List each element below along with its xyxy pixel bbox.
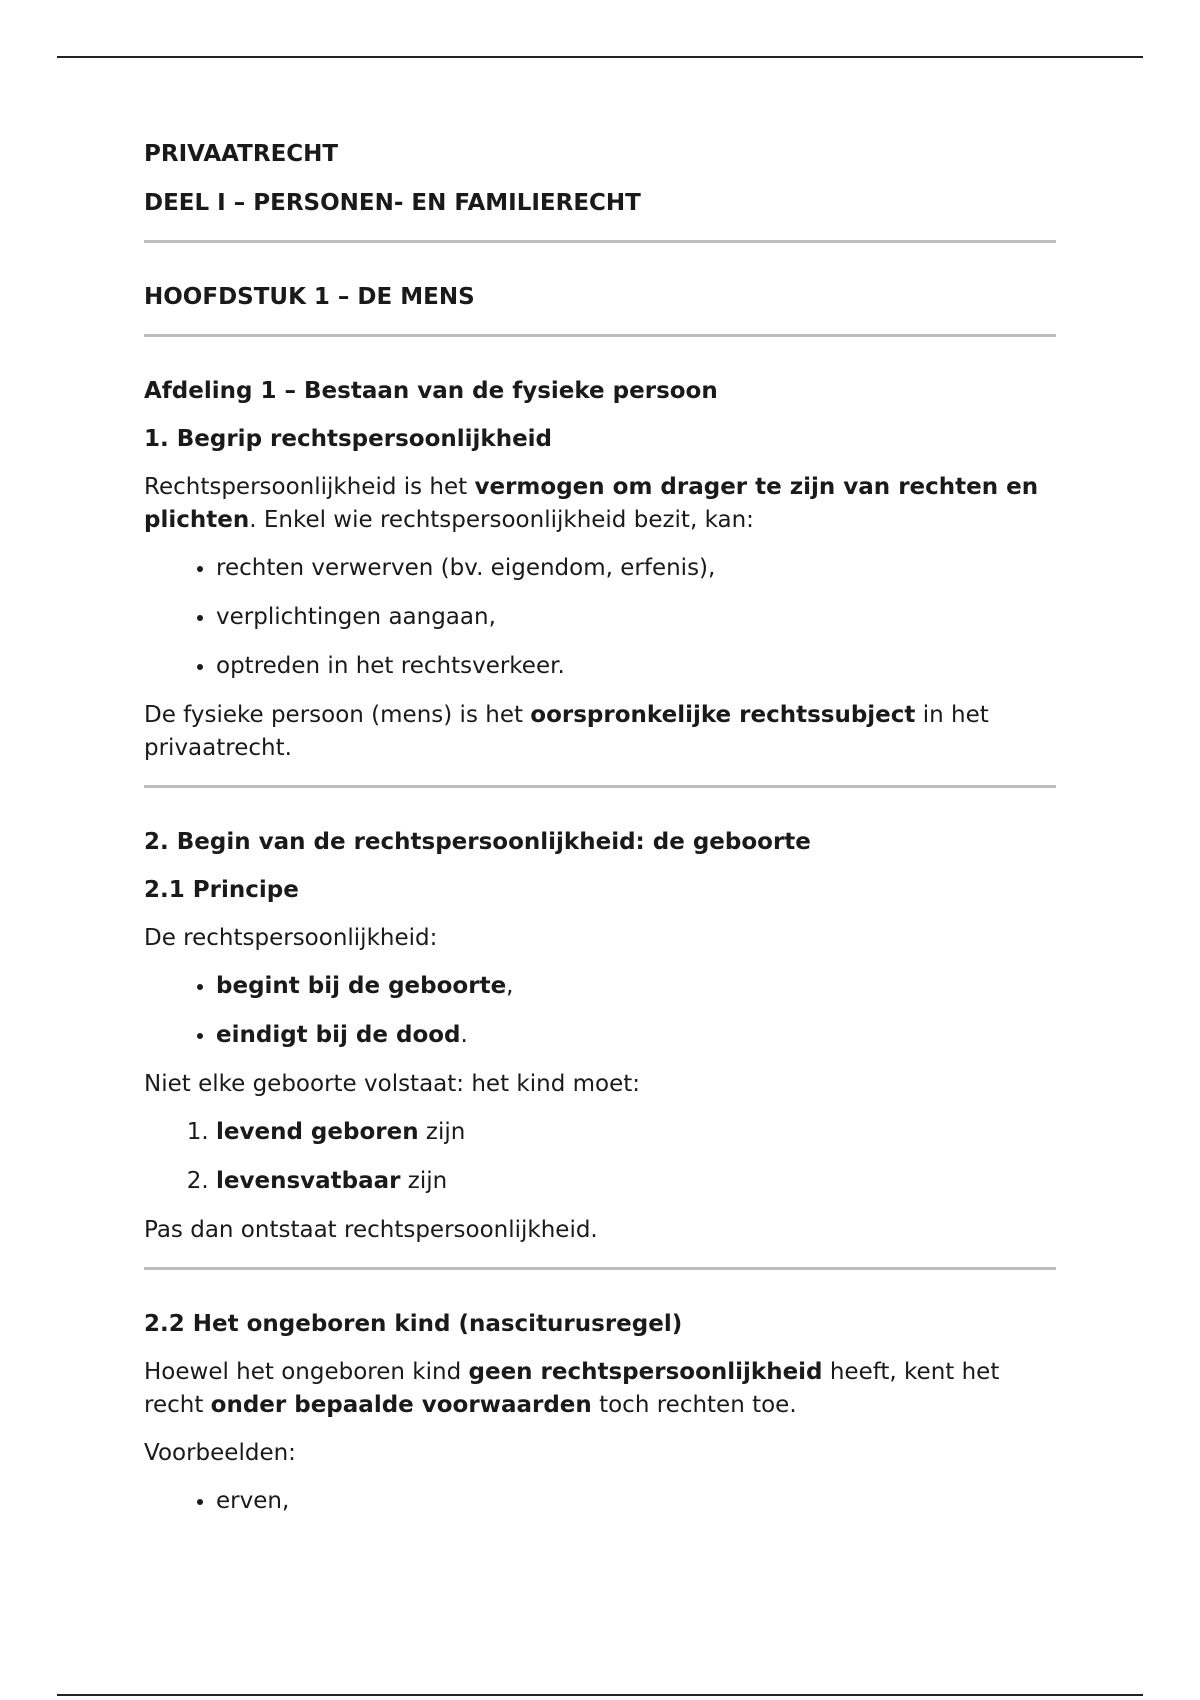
bullet-list [144,1485,1056,1518]
section-divider [144,785,1056,788]
bullet-list [144,970,1056,1052]
list-item: • verplichtingen aangaan, [216,601,1056,634]
bullet-list [144,552,1056,683]
numbered-list [144,1116,1056,1198]
paragraph: Voorbeelden: [144,1440,296,1466]
subsection-heading: 2.1 Principe [144,877,299,903]
list-item: • begint bij de geboorte, [216,970,1056,1003]
list-item: • eindigt bij de dood. [216,1019,1056,1052]
chapter-heading: HOOFDSTUK 1 – DE MENS [144,284,475,310]
list-item: • erven, [216,1485,1056,1518]
document-body [144,138,1056,1534]
paragraph: De rechtspersoonlijkheid: [144,925,438,951]
subsection-heading: 1. Begrip rechtspersoonlijkheid [144,426,553,452]
section-heading: Afdeling 1 – Bestaan van de fysieke persoon [144,378,718,404]
paragraph: Niet elke geboorte volstaat: het kind moet: [144,1071,640,1097]
page-bottom-rule [57,1694,1143,1696]
paragraph: De fysieke persoon (mens) is het oorspronkelijke rechtssubject in het privaatrecht. [144,702,989,761]
paragraph: Hoewel het ongeboren kind geen rechtspersoonlijkheid heeft, kent het recht onder bepaalde voorwaarden toch rechten toe. [144,1359,1000,1418]
list-item: • optreden in het rechtsverkeer. [216,650,1056,683]
list-item: 2. levensvatbaar zijn [216,1165,1056,1198]
list-item: 1. levend geboren zijn [216,1116,1056,1149]
part-title: DEEL I – PERSONEN- EN FAMILIERECHT [144,190,641,216]
subsection-heading: 2. Begin van de rechtspersoonlijkheid: de geboorte [144,829,811,855]
page-top-rule [57,56,1143,58]
section-divider [144,334,1056,337]
list-item: • rechten verwerven (bv. eigendom, erfenis), [216,552,1056,585]
section-divider [144,240,1056,243]
paragraph: Pas dan ontstaat rechtspersoonlijkheid. [144,1217,598,1243]
section-divider [144,1267,1056,1270]
paragraph: Rechtspersoonlijkheid is het vermogen om drager te zijn van rechten en plichten. Enkel wie rechtspersoonlijkheid bezit, kan: [144,474,1039,533]
document-title: PRIVAATRECHT [144,141,339,167]
subsection-heading: 2.2 Het ongeboren kind (nasciturusregel) [144,1311,683,1337]
